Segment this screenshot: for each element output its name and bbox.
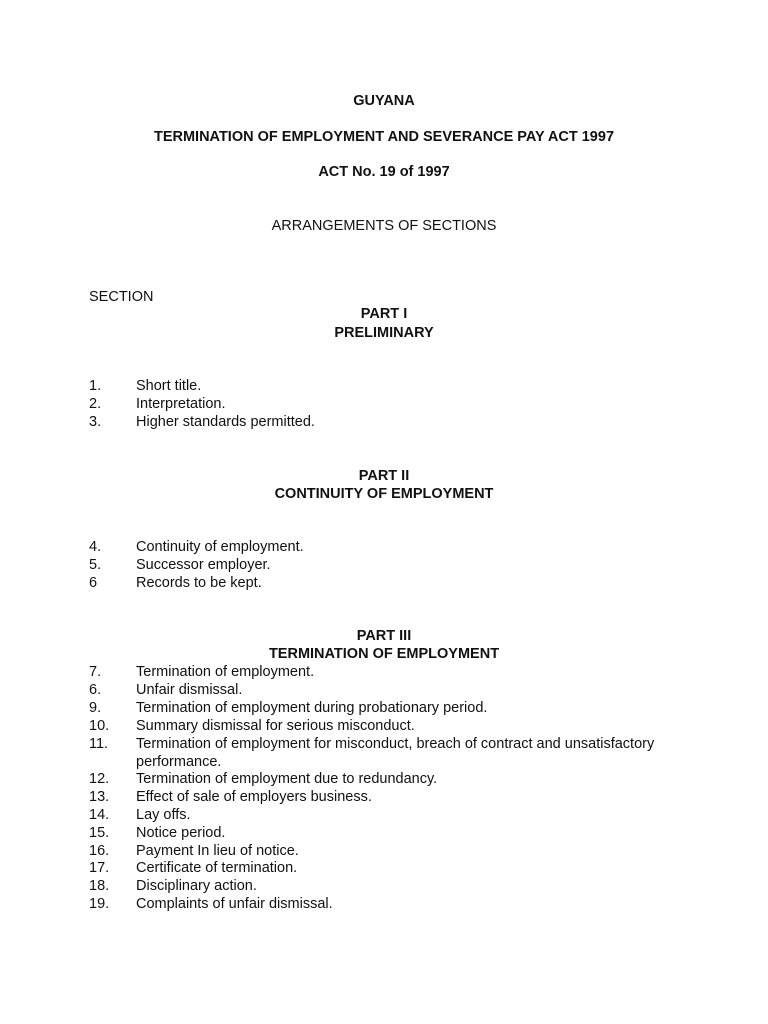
list-item <box>0 378 768 396</box>
section-title: Continuity of employment. <box>136 539 304 555</box>
list-item <box>0 860 768 878</box>
list-item <box>0 771 768 789</box>
list-item <box>0 878 768 896</box>
section-title: Termination of employment. <box>136 664 315 680</box>
section-number: 9. <box>89 700 102 716</box>
list-item-continuation <box>0 754 768 772</box>
section-number: 18. <box>89 878 110 894</box>
part-2-label: PART II <box>358 468 410 484</box>
section-title: Termination of employment for misconduct, breach of contract and unsatisfactory <box>136 736 655 752</box>
section-number: 5. <box>89 557 102 573</box>
section-title: Notice period. <box>136 825 226 841</box>
section-title: Payment In lieu of notice. <box>136 843 299 859</box>
act-title: TERMINATION OF EMPLOYMENT AND SEVERANCE PAY ACT 1997 <box>153 129 615 145</box>
section-title: Termination of employment due to redundancy. <box>136 771 438 787</box>
part-2-title: CONTINUITY OF EMPLOYMENT <box>274 486 494 502</box>
section-number: 15. <box>89 825 110 841</box>
arrangement-heading: ARRANGEMENTS OF SECTIONS <box>271 218 497 234</box>
section-number: 14. <box>89 807 110 823</box>
section-title: Higher standards permitted. <box>136 414 315 430</box>
section-number: 4. <box>89 539 102 555</box>
part-1-title: PRELIMINARY <box>334 325 434 341</box>
part-3-title: TERMINATION OF EMPLOYMENT <box>268 646 500 662</box>
country-heading: GUYANA <box>353 93 415 109</box>
section-label: SECTION <box>89 289 154 305</box>
list-item <box>0 664 768 682</box>
list-item <box>0 825 768 843</box>
list-item <box>0 557 768 575</box>
list-item <box>0 682 768 700</box>
section-number: 10. <box>89 718 110 734</box>
section-number: 1. <box>89 378 102 394</box>
list-item <box>0 736 768 754</box>
section-title: Effect of sale of employers business. <box>136 789 372 805</box>
section-number: 12. <box>89 771 110 787</box>
list-item <box>0 539 768 557</box>
section-title: Unfair dismissal. <box>136 682 243 698</box>
section-title-continuation: performance. <box>136 754 222 770</box>
section-title: Certificate of termination. <box>136 860 298 876</box>
section-title: Lay offs. <box>136 807 191 823</box>
list-item <box>0 789 768 807</box>
list-item <box>0 414 768 432</box>
part-1-label: PART I <box>360 306 408 322</box>
section-number: 6 <box>89 575 98 591</box>
list-item <box>0 396 768 414</box>
section-title: Disciplinary action. <box>136 878 257 894</box>
section-title: Records to be kept. <box>136 575 262 591</box>
list-item <box>0 807 768 825</box>
section-number: 2. <box>89 396 102 412</box>
section-title: Interpretation. <box>136 396 226 412</box>
section-title: Short title. <box>136 378 202 394</box>
section-number: 11. <box>89 736 109 752</box>
section-title: Complaints of unfair dismissal. <box>136 896 333 912</box>
section-number: 19. <box>89 896 110 912</box>
section-number: 13. <box>89 789 110 805</box>
list-item <box>0 718 768 736</box>
section-title: Termination of employment during probationary period. <box>136 700 488 716</box>
section-number: 17. <box>89 860 110 876</box>
list-item <box>0 575 768 593</box>
section-title: Successor employer. <box>136 557 271 573</box>
list-item <box>0 843 768 861</box>
part-3-label: PART III <box>356 628 412 644</box>
act-number: ACT No. 19 of 1997 <box>318 164 450 180</box>
list-item <box>0 700 768 718</box>
section-number: 7. <box>89 664 102 680</box>
section-number: 3. <box>89 414 102 430</box>
section-number: 6. <box>89 682 102 698</box>
list-item <box>0 896 768 914</box>
section-title: Summary dismissal for serious misconduct. <box>136 718 415 734</box>
section-number: 16. <box>89 843 110 859</box>
